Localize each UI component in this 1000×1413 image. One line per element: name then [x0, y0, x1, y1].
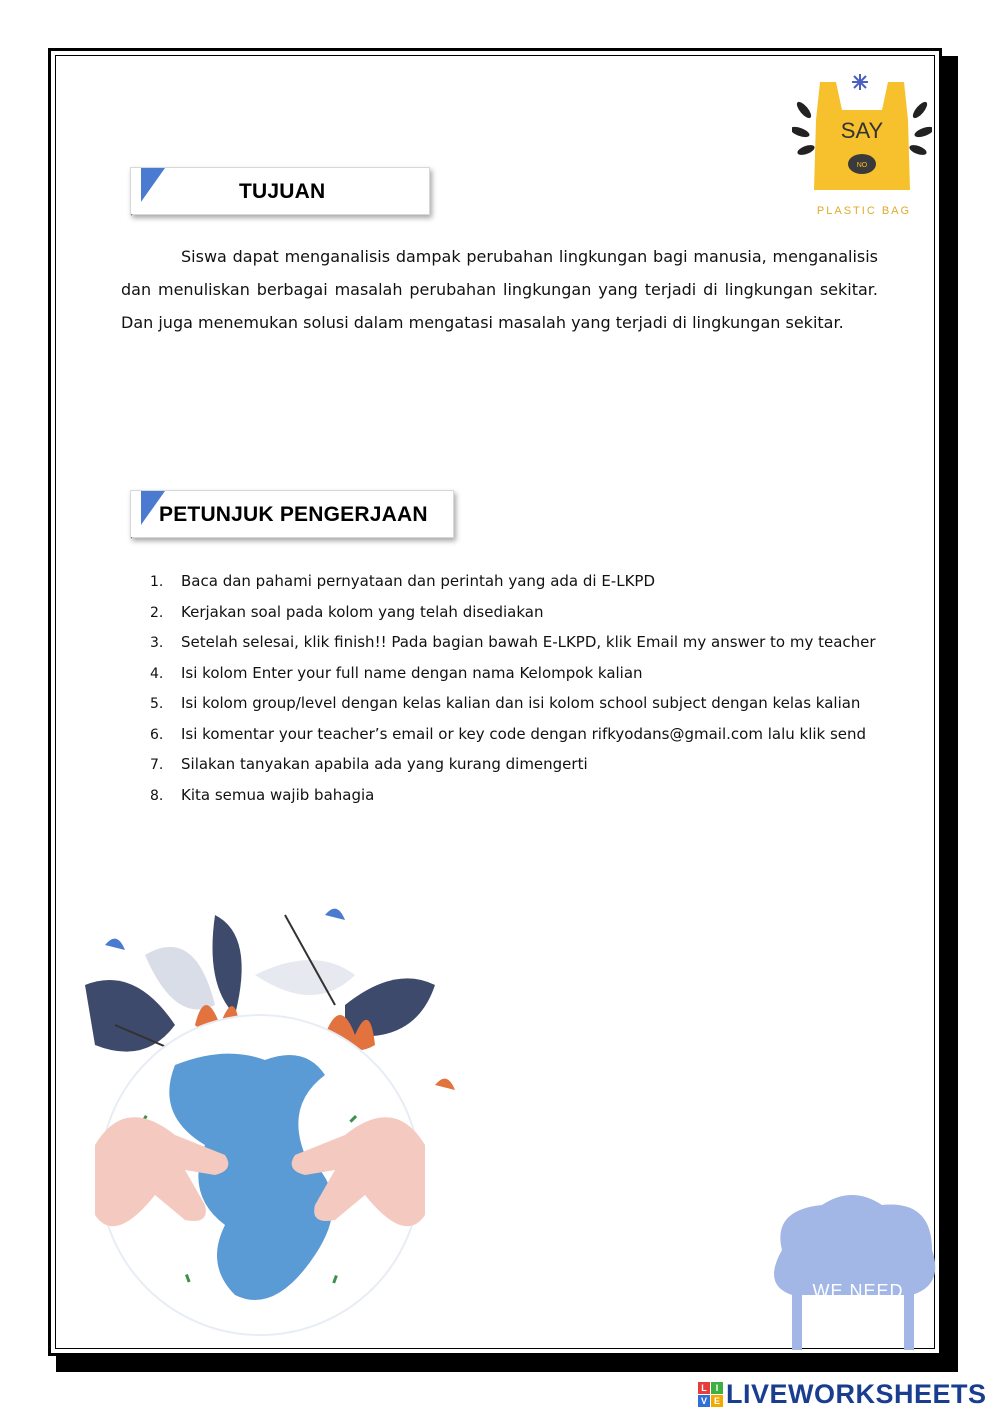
tree-text-line1: WE NEED: [812, 1281, 904, 1301]
liveworksheets-logo-icon: L I V E: [698, 1382, 723, 1407]
instruction-item: 8. Kita semua wajib bahagia: [150, 785, 375, 804]
brand-name: LIVEWORKSHEETS: [726, 1378, 987, 1409]
logo-caption: PLASTIC BAG: [816, 205, 912, 217]
instruction-item: 7. Silakan tanyakan apabila ada yang kurang dimengerti: [150, 755, 588, 773]
petunjuk-title: PETUNJUK PENGERJAAN: [159, 503, 428, 526]
petunjuk-header: [130, 490, 454, 538]
instruction-item: 3. Setelah selesai, klik finish!! Pada bagian bawah E-LKPD, klik Email my answer to my teacher: [150, 633, 876, 651]
logo-say-text: SAY: [840, 118, 884, 143]
instruction-item: 6. Isi komentar your teacher’s email or key code dengan rifkyodans@gmail.com lalu klik send: [150, 724, 867, 743]
tujuan-title: TUJUAN: [239, 180, 326, 203]
logo-no-text: NO: [856, 162, 868, 169]
instruction-item: 2. Kerjakan soal pada kolom yang telah disediakan: [150, 602, 544, 621]
tree-text-line3: TREES: [823, 1328, 893, 1349]
tujuan-paragraph: Siswa dapat menganalisis dampak perubahan lingkungan bagi manusia, menganalisis dan menuliskan berbagai masalah perubahan lingkungan yang terjadi di lingkungan sekitar. Dan juga menemukan solusi dalam mengatasi masalah yang terjadi di lingkungan sekitar.: [121, 247, 878, 332]
instruction-item: 1. Baca dan pahami pernyataan dan perintah yang ada di E-LKPD: [150, 572, 656, 590]
instruction-list: [150, 566, 890, 810]
earth-hands-illustration: [55, 895, 465, 1345]
we-need-more-trees-badge: [762, 1190, 944, 1352]
tree-text-line2: MORE: [827, 1304, 889, 1325]
say-no-plastic-bag-logo: [792, 70, 932, 220]
liveworksheets-brand[interactable]: [698, 1378, 987, 1410]
tujuan-header: [130, 167, 430, 215]
instruction-item: 4. Isi kolom Enter your full name dengan nama Kelompok kalian: [150, 663, 643, 682]
instruction-item: 5. Isi kolom group/level dengan kelas kalian dan isi kolom school subject dengan kelas kalian: [150, 694, 861, 712]
